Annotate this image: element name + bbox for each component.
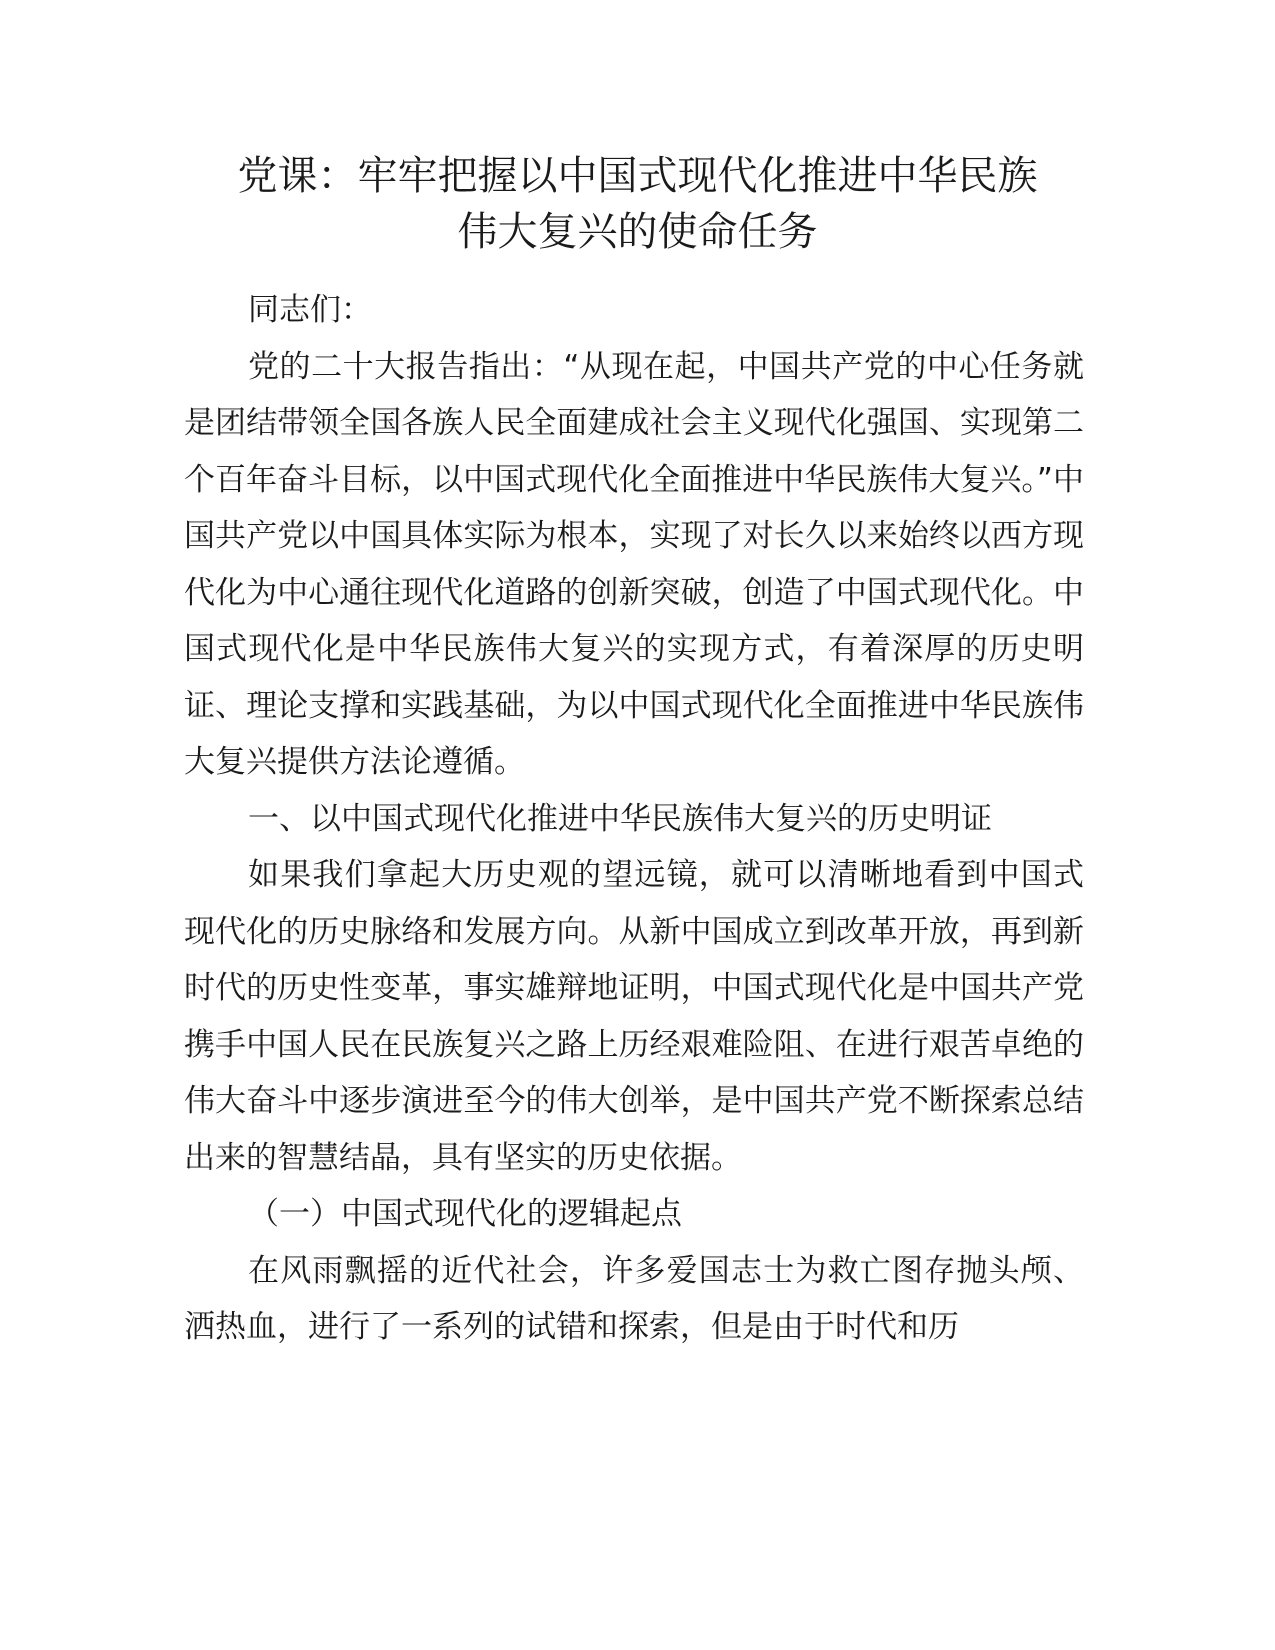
document-title (160, 148, 1115, 260)
paragraph-history: 如果我们拿起大历史观的望远镜，就可以清晰地看到中国式现代化的历史脉络和发展方向。从新中国成立到改革开放，再到新时代的历史性变革，事实雄辩地证明，中国式现代化是中国共产党携手中国人民在民族复兴之路上历经艰难险阻、在进行艰苦卓绝的伟大奋斗中逐步演进至今的伟大创举，是中国共产党不断探索总结出来的智慧结晶，具有坚实的历史依据。 (184, 857, 1084, 1176)
title-line-2: 伟大复兴的使命任务 (457, 209, 818, 255)
subsection-heading-1: （一）中国式现代化的逻辑起点 (248, 1196, 682, 1232)
greeting: 同志们： (248, 292, 372, 328)
title-line-1: 党课：牢牢把握以中国式现代化推进中华民族 (237, 153, 1038, 199)
paragraph-intro: 党的二十大报告指出：“从现在起，中国共产党的中心任务就是团结带领全国各族人民全面建成社会主义现代化强国、实现第二个百年奋斗目标，以中国式现代化全面推进中华民族伟大复兴。”中国共产党以中国具体实际为根本，实现了对长久以来始终以西方现代化为中心通往现代化道路的创新突破，创造了中国式现代化。中国式现代化是中华民族伟大复兴的实现方式，有着深厚的历史明证、理论支撑和实践基础，为以中国式现代化全面推进中华民族伟大复兴提供方法论遵循。 (184, 348, 1084, 780)
document-body (184, 282, 1084, 1356)
section-heading-1: 一、以中国式现代化推进中华民族伟大复兴的历史明证 (248, 800, 992, 837)
paragraph-modern-society: 在风雨飘摇的近代社会，许多爱国志士为救亡图存抛头颅、洒热血，进行了一系列的试错和探索，但是由于时代和历 (184, 1252, 1084, 1345)
